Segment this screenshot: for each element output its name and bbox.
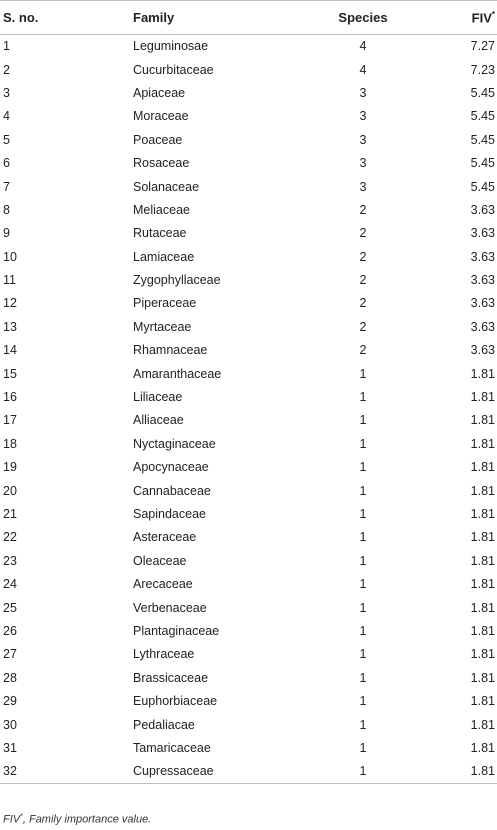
cell-sno: 13 [3, 319, 17, 334]
cell-sno: 20 [3, 483, 17, 498]
cell-fiv: 1.81 [470, 623, 495, 638]
cell-fiv: 1.81 [470, 460, 495, 475]
cell-sno: 22 [3, 530, 17, 545]
cell-species: 1 [359, 507, 367, 521]
header-sno: S. no. [0, 1, 133, 35]
cell-family: Piperaceae [133, 296, 197, 311]
cell-species: 3 [359, 156, 367, 171]
cell-species: 3 [359, 132, 367, 147]
cell-fiv: 5.45 [470, 179, 495, 194]
cell-sno: 26 [3, 623, 17, 638]
table-row [0, 339, 497, 362]
table-row [0, 58, 497, 81]
header-fiv [423, 1, 497, 35]
cell-family: Plantaginaceae [133, 623, 220, 638]
table-body [0, 35, 497, 784]
cell-sno: 3 [3, 85, 10, 100]
cell-fiv: 1.81 [470, 670, 495, 685]
table-row [0, 572, 497, 595]
cell-family: Cannabaceae [133, 483, 211, 498]
cell-family: Alliaceae [133, 413, 184, 428]
cell-species: 1 [303, 760, 423, 783]
cell-fiv: 1.81 [470, 647, 495, 662]
cell-fiv: 5.45 [470, 109, 495, 124]
cell-fiv: 7.27 [470, 39, 495, 54]
cell-species: 1 [359, 694, 367, 709]
cell-species: 1 [359, 670, 367, 685]
cell-family: Asteraceae [133, 530, 197, 545]
cell-family: Arecaceae [133, 577, 193, 592]
cell-sno: 18 [3, 436, 17, 451]
header-family: Family [133, 1, 303, 35]
table-footnote [3, 813, 151, 826]
table-row [0, 81, 497, 104]
table-header [0, 1, 497, 35]
cell-species: 1 [359, 413, 367, 428]
cell-family: Lythraceae [133, 647, 195, 662]
cell-species: 4 [359, 39, 367, 54]
cell-family: Poaceae [133, 132, 183, 147]
cell-sno: 29 [3, 694, 17, 709]
table-row [0, 619, 497, 642]
cell-species: 2 [359, 273, 367, 288]
cell-sno: 30 [3, 717, 17, 732]
table-row [0, 432, 497, 455]
cell-species: 2 [359, 249, 367, 264]
cell-family: Pedaliacae [133, 717, 195, 732]
cell-species: 1 [359, 600, 367, 615]
table-row [0, 151, 497, 174]
cell-species: 2 [359, 202, 367, 217]
cell-family: Tamaricaceae [133, 740, 211, 755]
cell-sno: 31 [3, 740, 17, 755]
table-row [0, 456, 497, 479]
cell-family: Cucurbitaceae [133, 62, 214, 77]
cell-family: Zygophyllaceae [133, 273, 221, 288]
cell-sno: 4 [3, 109, 10, 124]
cell-species: 1 [359, 623, 367, 638]
cell-fiv: 3.63 [470, 226, 495, 241]
cell-species: 1 [359, 553, 367, 568]
table-row [0, 105, 497, 128]
cell-fiv: 1.81 [470, 530, 495, 545]
cell-family: Rhamnaceae [133, 343, 208, 358]
cell-sno: 12 [3, 296, 17, 311]
cell-species: 1 [359, 366, 367, 381]
cell-fiv: 3.63 [470, 296, 495, 311]
cell-family: Cupressaceae [133, 760, 303, 783]
cell-species: 3 [359, 109, 367, 124]
cell-species: 2 [359, 296, 367, 311]
cell-sno: 14 [3, 343, 17, 358]
cell-fiv: 3.63 [470, 273, 495, 288]
cell-species: 1 [359, 647, 367, 662]
table-row [0, 713, 497, 736]
cell-family: Euphorbiaceae [133, 694, 218, 709]
table-row [0, 549, 497, 572]
cell-sno: 21 [3, 507, 17, 521]
table-row [0, 596, 497, 619]
cell-sno: 6 [3, 156, 10, 171]
cell-sno: 10 [3, 249, 17, 264]
table-row [0, 268, 497, 291]
cell-sno: 16 [3, 390, 17, 405]
table-row [0, 315, 497, 338]
cell-fiv: 1.81 [470, 553, 495, 568]
table-row [0, 175, 497, 198]
footnote-term: FIV [3, 813, 21, 826]
cell-sno: 2 [3, 62, 10, 77]
cell-family: Brassicaceae [133, 670, 209, 685]
cell-species: 1 [359, 530, 367, 545]
cell-family: Amaranthaceae [133, 366, 222, 381]
cell-family: Liliaceae [133, 390, 183, 405]
cell-fiv: 1.81 [470, 577, 495, 592]
cell-family: Leguminosae [133, 39, 209, 54]
footnote-text: , Family importance value. [22, 813, 152, 826]
cell-fiv: 1.81 [470, 413, 495, 428]
cell-fiv: 1.81 [470, 600, 495, 615]
cell-sno: 24 [3, 577, 17, 592]
cell-sno: 27 [3, 647, 17, 662]
table-row [0, 362, 497, 385]
cell-sno: 17 [3, 413, 17, 428]
cell-fiv: 1.81 [470, 483, 495, 498]
cell-family: Meliaceae [133, 202, 190, 217]
cell-fiv: 1.81 [470, 436, 495, 451]
cell-family: Moraceae [133, 109, 189, 124]
cell-fiv: 7.23 [470, 62, 495, 77]
cell-family: Oleaceae [133, 553, 187, 568]
cell-species: 3 [359, 85, 367, 100]
cell-sno: 15 [3, 366, 17, 381]
cell-family: Solanaceae [133, 179, 200, 194]
table-row [0, 736, 497, 759]
cell-family: Rosaceae [133, 156, 190, 171]
table-row [0, 245, 497, 268]
header-species: Species [303, 1, 423, 35]
cell-sno: 8 [3, 202, 10, 217]
header-fiv-label: FIV [471, 10, 492, 26]
cell-sno: 19 [3, 460, 17, 475]
cell-species: 2 [359, 343, 367, 358]
cell-fiv: 3.63 [470, 343, 495, 358]
cell-fiv: 1.81 [470, 694, 495, 709]
table-row [0, 35, 497, 58]
cell-fiv: 3.63 [470, 319, 495, 334]
table-row [0, 198, 497, 221]
cell-species: 2 [359, 319, 367, 334]
cell-species: 1 [359, 460, 367, 475]
cell-fiv: 3.63 [470, 249, 495, 264]
cell-species: 3 [359, 179, 367, 194]
cell-sno: 5 [3, 132, 10, 147]
table-row [0, 128, 497, 151]
cell-family: Sapindaceae [133, 507, 206, 521]
cell-family: Apocynaceae [133, 460, 209, 475]
cell-family: Verbenaceae [133, 600, 207, 615]
header-fiv-asterisk: * [491, 9, 495, 19]
cell-species: 1 [359, 483, 367, 498]
table-row [0, 409, 497, 432]
cell-fiv: 5.45 [470, 156, 495, 171]
cell-fiv: 1.81 [470, 740, 495, 755]
cell-sno: 9 [3, 226, 10, 241]
table-row [0, 666, 497, 689]
footnote-asterisk: * [20, 813, 23, 820]
cell-species: 4 [359, 62, 367, 77]
cell-sno: 23 [3, 553, 17, 568]
cell-fiv: 1.81 [423, 760, 497, 783]
cell-fiv: 3.63 [470, 202, 495, 217]
table-row [0, 526, 497, 549]
cell-family: Lamiaceae [133, 249, 195, 264]
cell-sno: 25 [3, 600, 17, 615]
cell-fiv: 1.81 [470, 366, 495, 381]
cell-species: 1 [359, 390, 367, 405]
cell-species: 1 [359, 577, 367, 592]
cell-fiv: 5.45 [470, 85, 495, 100]
cell-fiv: 1.81 [470, 717, 495, 732]
cell-sno: 28 [3, 670, 17, 685]
cell-sno: 32 [0, 760, 133, 783]
table-row [0, 479, 497, 502]
cell-sno: 1 [3, 39, 10, 54]
cell-sno: 7 [3, 179, 10, 194]
table-row [0, 643, 497, 666]
table-row [0, 385, 497, 408]
table-row [0, 222, 497, 245]
table-row [0, 502, 497, 525]
cell-family: Apiaceae [133, 85, 186, 100]
cell-species: 1 [359, 717, 367, 732]
cell-species: 1 [359, 436, 367, 451]
cell-fiv: 1.81 [470, 390, 495, 405]
cell-family: Nyctaginaceae [133, 436, 216, 451]
cell-family: Rutaceae [133, 226, 187, 241]
table-row [0, 760, 497, 783]
header-row [0, 1, 497, 35]
cell-species: 1 [359, 740, 367, 755]
cell-fiv: 5.45 [470, 132, 495, 147]
table-row [0, 689, 497, 712]
cell-species: 2 [359, 226, 367, 241]
cell-sno: 11 [3, 273, 16, 288]
cell-family: Myrtaceae [133, 319, 192, 334]
table-row [0, 292, 497, 315]
cell-fiv: 1.81 [470, 507, 495, 521]
